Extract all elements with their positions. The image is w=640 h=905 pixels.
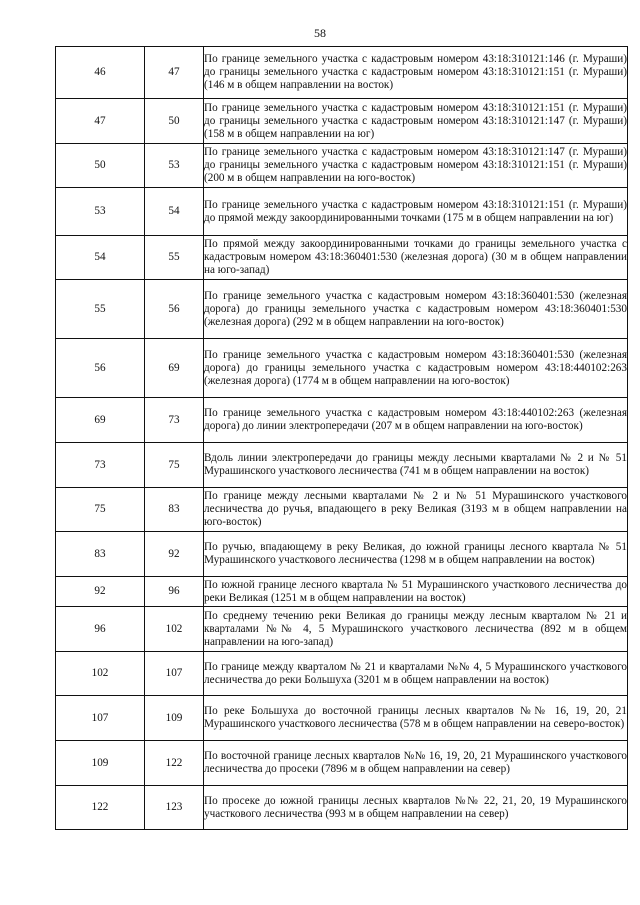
from-point-cell: 73 [56,443,145,488]
to-point-cell: 55 [145,236,204,280]
to-point-cell: 53 [145,144,204,188]
to-point-cell: 102 [145,607,204,652]
description-cell: По прямой между закоординированными точками до границы земельного участка с кадастровым номером 43:18:360401:530 (железная дорога) (30 м в общем направлении на юго-запад) [204,236,628,280]
description-cell: По просеке до южной границы лесных кварталов №№ 22, 21, 20, 19 Мурашинского участкового лесничества (993 м в общем направлении на север) [204,786,628,830]
description-cell: По восточной границе лесных кварталов №№ 16, 19, 20, 21 Мурашинского участкового лесничества до просеки (7896 м в общем направлении на север) [204,741,628,786]
description-cell: По южной границе лесного квартала № 51 Мурашинского участкового лесничества до реки Великая (1251 м в общем направлении на восток) [204,577,628,607]
table-row [56,398,628,443]
table-row [56,577,628,607]
table-row [56,280,628,339]
from-point-cell: 69 [56,398,145,443]
to-point-cell: 109 [145,696,204,741]
description-cell: По ручью, впадающему в реку Великая, до южной границы лесного квартала № 51 Мурашинского участкового лесничества (1298 м в общем направлении на восток) [204,532,628,577]
to-point-cell: 123 [145,786,204,830]
to-point-cell: 96 [145,577,204,607]
to-point-cell: 50 [145,99,204,144]
table-row [56,443,628,488]
from-point-cell: 83 [56,532,145,577]
description-cell: По границе земельного участка с кадастровым номером 43:18:310121:147 (г. Мураши) до границы земельного участка с кадастровым номером 43:18:310121:151 (г. Мураши) (200 м в общем направлении на юго-восток) [204,144,628,188]
from-point-cell: 109 [56,741,145,786]
from-point-cell: 55 [56,280,145,339]
description-cell: По границе земельного участка с кадастровым номером 43:18:310121:151 (г. Мураши) до прямой между закоординированными точками (175 м в общем направлении на юг) [204,188,628,236]
description-cell: Вдоль линии электропередачи до границы между лесными кварталами № 2 и № 51 Мурашинского участкового лесничества (741 м в общем направлении на восток) [204,443,628,488]
description-cell: По среднему течению реки Великая до границы между лесным кварталом № 21 и кварталами №№ 4, 5 Мурашинского участкового лесничества (892 м в общем направлении на юго-запад) [204,607,628,652]
table-row [56,144,628,188]
to-point-cell: 75 [145,443,204,488]
table-row [56,696,628,741]
to-point-cell: 69 [145,339,204,398]
table-row [56,99,628,144]
description-cell: По реке Большуха до восточной границы лесных кварталов №№ 16, 19, 20, 21 Мурашинского участкового лесничества (578 м в общем направлении на северо-восток) [204,696,628,741]
to-point-cell: 54 [145,188,204,236]
from-point-cell: 102 [56,652,145,696]
table-row [56,236,628,280]
description-cell: По границе земельного участка с кадастровым номером 43:18:440102:263 (железная дорога) до линии электропередачи (207 м в общем направлении на юго-восток) [204,398,628,443]
from-point-cell: 75 [56,488,145,532]
from-point-cell: 56 [56,339,145,398]
from-point-cell: 50 [56,144,145,188]
boundary-table [55,46,628,830]
to-point-cell: 92 [145,532,204,577]
from-point-cell: 53 [56,188,145,236]
description-cell: По границе между кварталом № 21 и кварталами №№ 4, 5 Мурашинского участкового лесничества до реки Большуха (3201 м в общем направлении на восток) [204,652,628,696]
table-row [56,607,628,652]
from-point-cell: 122 [56,786,145,830]
to-point-cell: 107 [145,652,204,696]
from-point-cell: 92 [56,577,145,607]
to-point-cell: 73 [145,398,204,443]
table-row [56,47,628,99]
table-row [56,488,628,532]
description-cell: По границе земельного участка с кадастровым номером 43:18:360401:530 (железная дорога) до границы земельного участка с кадастровым номером 43:18:360401:530 (железная дорога) (292 м в общем направлении на юго-восток) [204,280,628,339]
table-row [56,532,628,577]
description-cell: По границе между лесными кварталами № 2 и № 51 Мурашинского участкового лесничества до ручья, впадающего в реку Великая (3193 м в общем направлении на юго-восток) [204,488,628,532]
from-point-cell: 46 [56,47,145,99]
to-point-cell: 122 [145,741,204,786]
boundary-table-body [56,47,628,830]
table-row [56,786,628,830]
from-point-cell: 96 [56,607,145,652]
table-row [56,741,628,786]
page-number: 58 [314,26,326,40]
from-point-cell: 47 [56,99,145,144]
table-row [56,188,628,236]
to-point-cell: 56 [145,280,204,339]
table-row [56,339,628,398]
to-point-cell: 83 [145,488,204,532]
description-cell: По границе земельного участка с кадастровым номером 43:18:310121:146 (г. Мураши) до границы земельного участка с кадастровым номером 43:18:310121:151 (г. Мураши) (146 м в общем направлении на восток) [204,47,628,99]
from-point-cell: 54 [56,236,145,280]
description-cell: По границе земельного участка с кадастровым номером 43:18:360401:530 (железная дорога) до границы земельного участка с кадастровым номером 43:18:440102:263 (железная дорога) (1774 м в общем направлении на юго-восток) [204,339,628,398]
description-cell: По границе земельного участка с кадастровым номером 43:18:310121:151 (г. Мураши) до границы земельного участка с кадастровым номером 43:18:310121:147 (г. Мураши) (158 м в общем направлении на юг) [204,99,628,144]
to-point-cell: 47 [145,47,204,99]
from-point-cell: 107 [56,696,145,741]
table-row [56,652,628,696]
